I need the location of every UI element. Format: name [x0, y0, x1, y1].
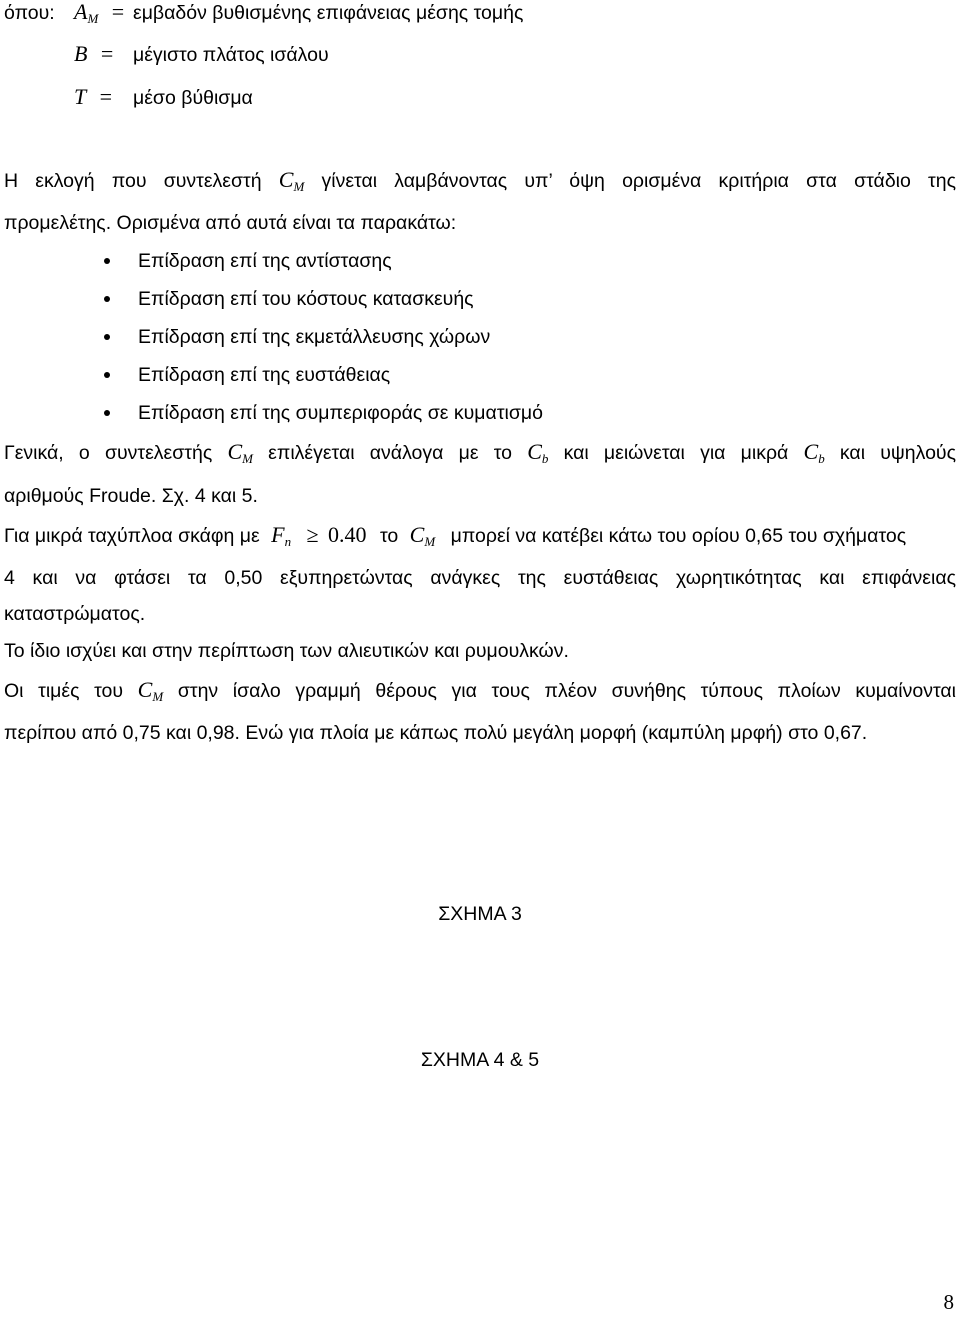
- definition-symbol: $A_M$ =: [74, 0, 125, 26]
- paragraph-line: 4 και να φτάσει τα 0,50 εξυπηρετώντας ανάγκες της ευστάθειας χωρητικότητας και επιφάνειας: [4, 567, 956, 589]
- paragraph-line: καταστρώματος.: [4, 603, 146, 625]
- paragraph-line: Γενικά, ο συντελεστής $C_M$ επιλέγεται ανάλογα με το $C_b$ και μειώνεται για μικρά $C_b$ και υψηλούς: [4, 439, 956, 466]
- bullet-icon: [104, 372, 110, 378]
- bullet-icon: [104, 296, 110, 302]
- paragraph-line: Οι τιμές του $C_M$ στην ίσαλο γραμμή θέρους για τους πλέον συνήθης τύπους πλοίων κυμαίνονται: [4, 677, 956, 704]
- paragraph-line: Το ίδιο ισχύει και στην περίπτωση των αλιευτικών και ρυμουλκών.: [4, 640, 569, 662]
- page-number: 8: [943, 1290, 954, 1314]
- bullet-icon: [104, 334, 110, 340]
- paragraph-line: προμελέτης. Ορισμένα από αυτά είναι τα παρακάτω:: [4, 212, 457, 234]
- paragraph-line: Η εκλογή που συντελεστή $C_M$ γίνεται λαμβάνοντας υπ’ όψη ορισμένα κριτήρια στα στάδιο της: [4, 167, 956, 194]
- definition-text: μέσο βύθισμα: [133, 87, 253, 109]
- definition-symbol: B =: [74, 41, 114, 66]
- figure-caption: ΣΧΗΜΑ 3: [438, 903, 522, 925]
- definitions-lead: όπου:: [4, 2, 55, 24]
- paragraph-line: περίπου από 0,75 και 0,98. Ενώ για πλοία με κάπως πολύ μεγάλη μορφή (καμπύλη μρφή) στο 0,67.: [4, 722, 868, 744]
- definition-text: εμβαδόν βυθισμένης επιφάνειας μέσης τομής: [133, 2, 524, 24]
- definition-symbol: T =: [74, 84, 113, 109]
- bullet-icon: [104, 410, 110, 416]
- bullet-icon: [104, 258, 110, 264]
- definition-text: μέγιστο πλάτος ισάλου: [133, 44, 329, 66]
- document-page: όπου: $A_M$ = εμβαδόν βυθισμένης επιφάνειας μέσης τομής B = μέγιστο πλάτος ισάλου T = μέσο βύθισμα Η εκλογή που συντελεστή $C_M$ γίνεται λαμβάνοντας υπ’ όψη ορισμένα κριτήρια στα στάδιο της προμελέτης. Ορισμένα από αυτά είναι τα παρακάτω: Επίδραση επί της αντίστασης Επίδραση επί του κόστους κατασκευής Επίδραση επί της εκμετάλλευσης χώρων Επίδραση επί της ευστάθειας Επίδραση επί της συμπεριφοράς σε κυματισμό Γενικά, ο συντελεστής $C_M$ επιλέγεται ανάλογα με το $C_b$ και μειώνεται για μικρά $C_b$ και υψηλούς αριθμούς Froude. Σχ. 4 και 5. Για μικρά ταχύπλοα σκάφη με $F_n \ge 0.40$ το $C_M$ μπορεί να κατέβει κάτω του ορίου 0,65 του σχήματος 4 και να φτάσει τα 0,50 εξυπηρετώντας ανάγκες της ευστάθειας χωρητικότητας και επιφάνειας καταστρώματος. Το ίδιο ισχύει και στην περίπτωση των αλιευτικών και ρυμουλκών. Οι τιμές του $C_M$ στην ίσαλο γραμμή θέρους για τους πλέον συνήθης τύπους πλοίων κυμαίνονται περίπου από 0,75 και 0,98. Ενώ για πλοία με κάπως πολύ μεγάλη μορφή (καμπύλη μρφή) στο 0,67. ΣΧΗΜΑ 3 ΣΧΗΜΑ 4 & 5 8: [0, 0, 960, 1331]
- paragraph-line: αριθμούς Froude. Σχ. 4 και 5.: [4, 485, 258, 507]
- paragraph-line: Για μικρά ταχύπλοα σκάφη με $F_n \ge 0.40$ το $C_M$ μπορεί να κατέβει κάτω του ορίου 0,65 του σχήματος: [4, 522, 907, 549]
- figure-caption: ΣΧΗΜΑ 4 & 5: [420, 1049, 540, 1071]
